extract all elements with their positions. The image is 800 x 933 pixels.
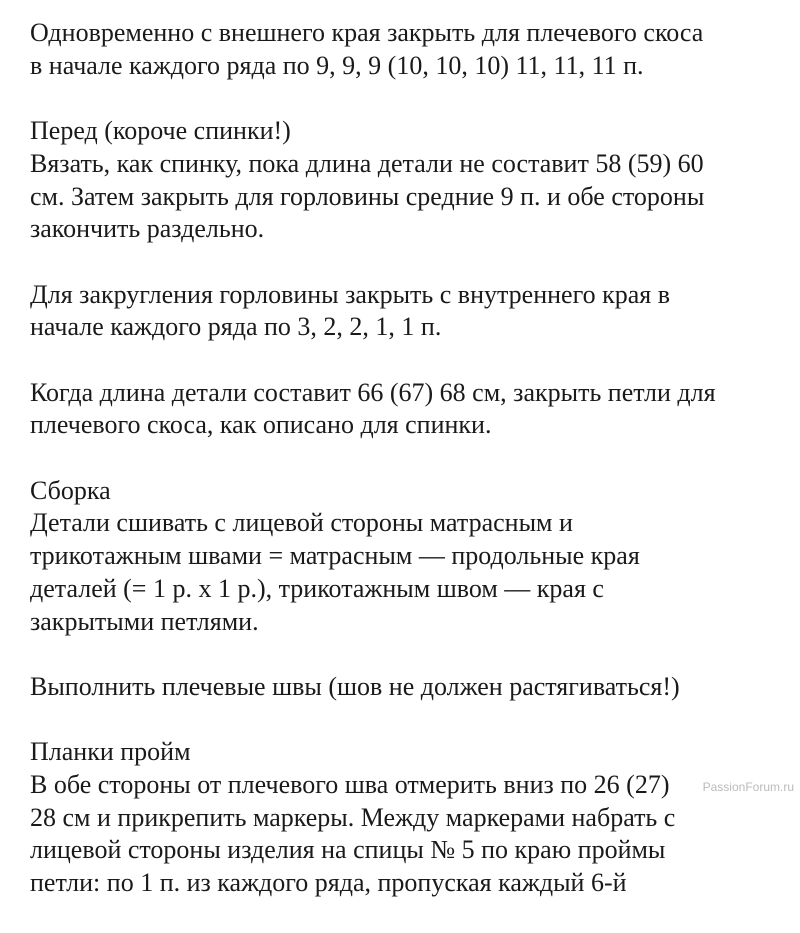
paragraph — [30, 671, 800, 704]
text-line: в начале каждого ряда по 9, 9, 9 (10, 10, 10) 11, 11, 11 п. — [30, 50, 644, 80]
text-line: плечевого скоса, как описано для спинки. — [30, 410, 492, 440]
text-line: Когда длина детали составит 66 (67) 68 см, закрыть петли для — [30, 377, 716, 407]
paragraph — [30, 736, 800, 900]
text-line: Для закругления горловины закрыть с внутреннего края в — [30, 279, 671, 309]
text-line: трикотажным швами = матрасным — продольные края — [30, 541, 640, 571]
paragraph — [30, 377, 800, 442]
text-line: начале каждого ряда по 3, 2, 2, 1, 1 п. — [30, 312, 442, 342]
paragraph — [30, 475, 800, 639]
text-line: Планки пройм — [30, 737, 191, 767]
text-line: петли: по 1 п. из каждого ряда, пропуская каждый 6-й — [30, 868, 627, 898]
text-line: 28 см и прикрепить маркеры. Между маркерами набрать с — [30, 802, 676, 832]
text-line: лицевой стороны изделия на спицы № 5 по краю проймы — [30, 835, 666, 865]
text-line: Выполнить плечевые швы (шов не должен растягиваться!) — [30, 671, 680, 701]
paragraph — [30, 115, 800, 246]
text-line: см. Затем закрыть для горловины средние 9 п. и обе стороны — [30, 181, 705, 211]
text-line: деталей (= 1 р. х 1 р.), трикотажным швом — края с — [30, 573, 604, 603]
text-line: закрытыми петлями. — [30, 606, 259, 636]
document-body — [30, 17, 800, 933]
text-line: Одновременно с внешнего края закрыть для плечевого скоса — [30, 18, 704, 47]
text-line: Перед (короче спинки!) — [30, 116, 291, 146]
text-line: Вязать, как спинку, пока длина детали не составит 58 (59) 60 — [30, 148, 704, 178]
text-line: В обе стороны от плечевого шва отмерить вниз по 26 (27) — [30, 770, 670, 800]
text-line: Детали сшивать с лицевой стороны матрасным и — [30, 508, 573, 538]
text-line: Сборка — [30, 475, 111, 505]
text-line: закончить раздельно. — [30, 214, 265, 244]
paragraph — [30, 279, 800, 344]
paragraph — [30, 17, 800, 82]
watermark: PassionForum.ru — [702, 780, 794, 794]
